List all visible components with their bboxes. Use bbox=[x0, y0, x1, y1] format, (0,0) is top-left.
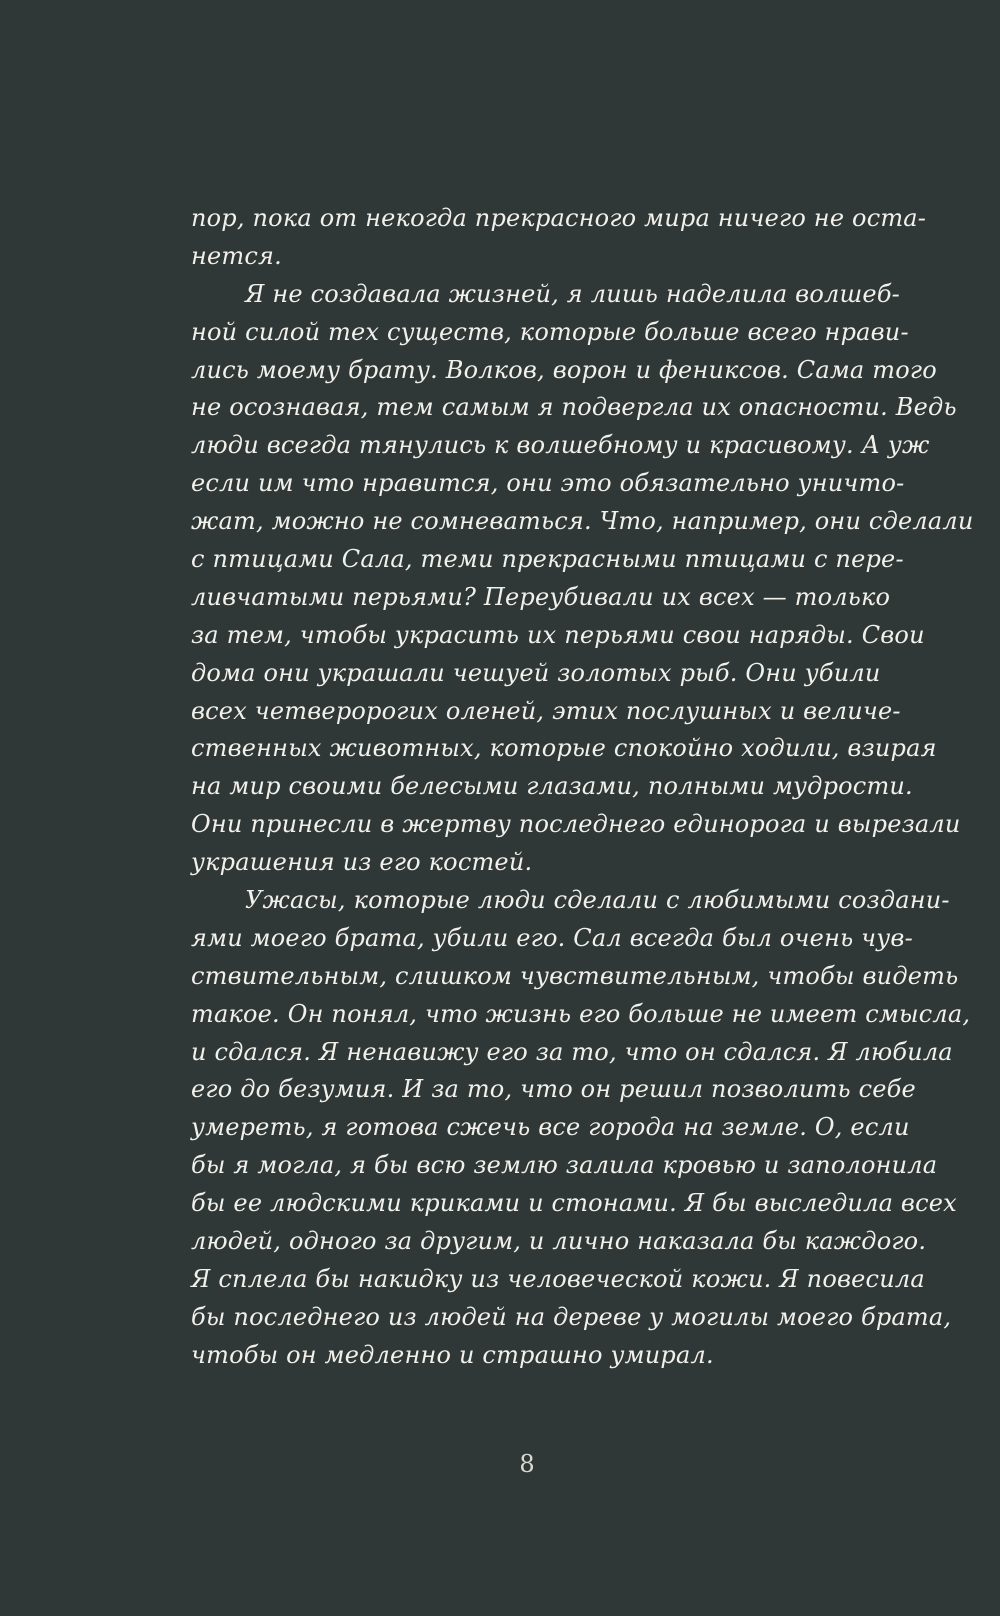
text-line: бы последнего из людей на дереве у могилы моего брата, bbox=[191, 1302, 952, 1331]
text-line: лись моему брату. Волков, ворон и фениксов. Сама того bbox=[191, 355, 937, 384]
text-line: с птицами Сала, теми прекрасными птицами с пере- bbox=[191, 545, 904, 574]
text-line: и сдался. Я ненавижу его за то, что он сдался. Я любила bbox=[191, 1037, 953, 1066]
text-line: Ужасы, которые люди сделали с любимыми создани- bbox=[245, 886, 950, 915]
text-line: ливчатыми перьями? Переубивали их всех — только bbox=[191, 582, 891, 611]
text-line: люди всегда тянулись к волшебному и красивому. А уж bbox=[191, 431, 930, 460]
text-line: за тем, чтобы украсить их перьями свои наряды. Свои bbox=[191, 620, 925, 649]
text-line: ной силой тех существ, которые больше всего нрави- bbox=[191, 317, 909, 346]
text-line: бы ее людскими криками и стонами. Я бы выследила всех bbox=[191, 1189, 957, 1218]
text-line: украшения из его костей. bbox=[191, 848, 533, 877]
text-line: Я не создавала жизней, я лишь наделила волшеб- bbox=[245, 279, 900, 308]
text-line: ственных животных, которые спокойно ходили, взирая bbox=[191, 734, 937, 763]
text-line: дома они украшали чешуей золотых рыб. Они убили bbox=[191, 658, 881, 687]
page-number: 8 bbox=[519, 1450, 535, 1478]
text-line: его до безумия. И за то, что он решил позволить себе bbox=[191, 1075, 916, 1104]
text-line: Они принесли в жертву последнего единорога и вырезали bbox=[191, 810, 961, 839]
text-line: ствительным, слишком чувствительным, чтобы видеть bbox=[191, 961, 959, 990]
text-line: нется. bbox=[191, 241, 282, 270]
text-line: такое. Он понял, что жизнь его больше не имеет смысла, bbox=[191, 999, 971, 1028]
body-text bbox=[191, 200, 974, 1375]
text-line: пор, пока от некогда прекрасного мира ничего не оста- bbox=[191, 204, 927, 232]
text-line: бы я могла, я бы всю землю залила кровью и заполонила bbox=[191, 1151, 938, 1180]
text-line: не осознавая, тем самым я подвергла их опасности. Ведь bbox=[191, 393, 957, 422]
text-line: Я сплела бы накидку из человеческой кожи. Я повесила bbox=[191, 1264, 925, 1293]
text-line: всех четверорогих оленей, этих послушных и величе- bbox=[191, 696, 901, 725]
text-line: людей, одного за другим, и лично наказала бы каждого. bbox=[191, 1227, 927, 1256]
text-line: чтобы он медленно и страшно умирал. bbox=[191, 1340, 714, 1369]
text-line: на мир своими белесыми глазами, полными мудрости. bbox=[191, 772, 913, 801]
text-line: ями моего брата, убили его. Сал всегда был очень чув- bbox=[191, 923, 913, 952]
text-line: если им что нравится, они это обязательно уничто- bbox=[191, 469, 905, 498]
text-line: жат, можно не сомневаться. Что, например, они сделали bbox=[191, 507, 974, 536]
text-line: умереть, я готова сжечь все города на земле. О, если bbox=[191, 1113, 910, 1142]
